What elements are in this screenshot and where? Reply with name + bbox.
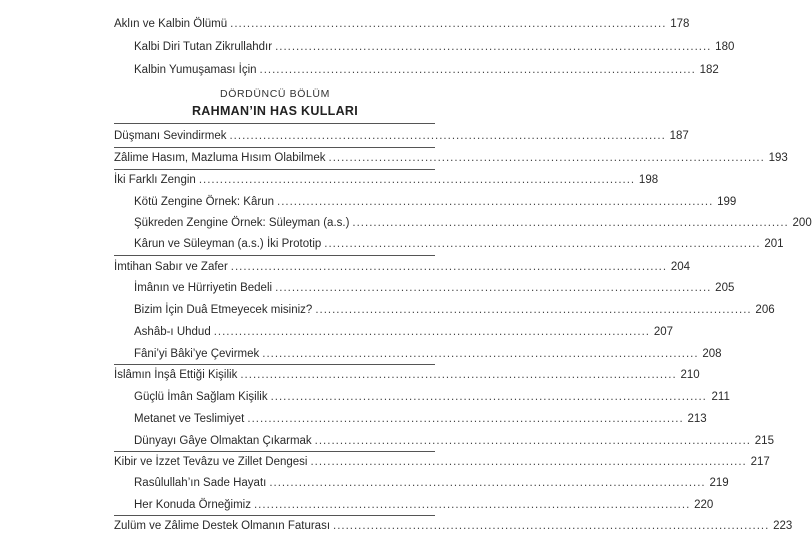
dot-leader: ........................................................................................................ (277, 196, 714, 208)
toc-entry (0, 15, 690, 33)
dot-leader: ........................................................................................................ (253, 499, 691, 511)
dot-leader: ........................................................................................................ (230, 261, 668, 273)
toc-entry (0, 453, 770, 471)
section-divider (114, 123, 435, 124)
toc-entry (0, 474, 729, 492)
entry-divider (114, 515, 435, 516)
toc-entry-page: 219 (709, 477, 729, 489)
toc-entry-page: 199 (717, 196, 737, 208)
dot-leader: ........................................................................................................ (352, 217, 789, 229)
dot-leader: ........................................................................................................ (275, 282, 712, 294)
toc-entry (0, 171, 659, 189)
toc-entry (0, 301, 775, 319)
dot-leader: ........................................................................................................ (230, 18, 667, 30)
toc-entry (0, 279, 735, 297)
dot-leader: ........................................................................................................ (275, 41, 712, 53)
toc-entry-page: 204 (670, 261, 691, 273)
toc-entry-page: 182 (699, 64, 719, 76)
toc-entry (0, 127, 689, 145)
dot-leader: ........................................................................................................ (240, 369, 677, 381)
toc-entry-page: 210 (680, 369, 700, 381)
toc-entry (0, 388, 730, 406)
toc-entry-page: 220 (694, 499, 714, 511)
toc-entry-page: 193 (768, 152, 788, 164)
toc-entry-title: Kalbi Diri Tutan Zikrullahdır (134, 41, 273, 53)
toc-entry (0, 214, 812, 232)
toc-entry (0, 345, 722, 363)
toc-entry-page: 213 (687, 413, 707, 425)
toc-entry-page: 223 (773, 520, 793, 532)
toc-entry-title: İslâmın İnşâ Ettiği Kişilik (114, 369, 238, 381)
toc-entry-title: Bizim İçin Duâ Etmeyecek misiniz? (134, 304, 313, 316)
toc-entry-title: Aklın ve Kalbin Ölümü (114, 18, 228, 30)
toc-entry-page: 180 (715, 41, 735, 53)
toc-entry-title: Kötü Zengine Örnek: Kârun (134, 196, 274, 208)
toc-entry-title: Dünyayı Gâye Olmaktan Çıkarmak (134, 435, 312, 447)
toc-entry-page: 198 (638, 174, 659, 186)
toc-entry-page: 206 (755, 304, 775, 316)
toc-entry-title: Metanet ve Teslimiyet (134, 413, 245, 425)
toc-entry-page: 205 (715, 282, 735, 294)
toc-entry-title: İki Farklı Zengin (114, 174, 196, 186)
toc-entry-title: Rasûlullah’ın Sade Hayatı (134, 477, 267, 489)
toc-entry (0, 366, 700, 384)
toc-entry-page: 200 (792, 217, 812, 229)
toc-entry (0, 517, 793, 535)
dot-leader: ........................................................................................................ (229, 130, 666, 142)
toc-entry (0, 61, 719, 79)
toc-entry (0, 410, 707, 428)
toc-entry (0, 235, 784, 253)
toc-entry-title: Zâlime Hasım, Mazluma Hısım Olabilmek (114, 152, 326, 164)
toc-entry-title: İmtihan Sabır ve Zafer (114, 261, 228, 273)
dot-leader: ........................................................................................................ (270, 391, 707, 403)
toc-entry (0, 432, 774, 450)
dot-leader: ........................................................................................................ (198, 174, 636, 186)
toc-entry (0, 149, 788, 167)
toc-entry-title: Ashâb-ı Uhdud (134, 326, 211, 338)
dot-leader: ........................................................................................................ (259, 64, 696, 76)
toc-entry-page: 187 (669, 130, 689, 142)
toc-entry-title: Kibir ve İzzet Tevâzu ve Zillet Dengesi (114, 456, 308, 468)
toc-entry-page: 215 (754, 435, 774, 447)
toc-entry (0, 38, 735, 56)
dot-leader: ........................................................................................................ (262, 348, 699, 360)
toc-entry-title: Her Konuda Örneğimiz (134, 499, 251, 511)
toc-entry-page: 207 (653, 326, 674, 338)
toc-entry-title: Zulüm ve Zâlime Destek Olmanın Faturası (114, 520, 331, 532)
dot-leader: ........................................................................................................ (315, 304, 752, 316)
toc-entry-title: Kârun ve Süleyman (a.s.) İki Prototip (134, 238, 322, 250)
toc-entry-title: Fâni’yi Bâki’ye Çevirmek (134, 348, 260, 360)
toc-entry (0, 258, 691, 276)
dot-leader: ........................................................................................................ (310, 456, 747, 468)
dot-leader: ........................................................................................................ (213, 326, 651, 338)
section-title: RAHMAN’IN HAS KULLARI (191, 104, 358, 118)
toc-entry-title: Şükreden Zengine Örnek: Süleyman (a.s.) (134, 217, 350, 229)
entry-divider (114, 255, 435, 256)
toc-entry-page: 217 (750, 456, 770, 468)
dot-leader: ........................................................................................................ (314, 435, 751, 447)
toc-entry (0, 323, 674, 341)
toc-entry-title: Güçlü İmân Sağlam Kişilik (134, 391, 268, 403)
toc-entry-page: 211 (711, 391, 730, 403)
entry-divider (114, 364, 435, 365)
toc-entry-title: Kalbin Yumuşaması İçin (134, 64, 257, 76)
toc-entry-page: 201 (764, 238, 784, 250)
section-label: DÖRDÜNCÜ BÖLÜM (220, 88, 330, 100)
toc-entry-page: 178 (670, 18, 690, 30)
entry-divider (114, 147, 435, 148)
toc-entry-page: 208 (702, 348, 722, 360)
dot-leader: ........................................................................................................ (333, 520, 770, 532)
dot-leader: ........................................................................................................ (247, 413, 684, 425)
dot-leader: ........................................................................................................ (324, 238, 761, 250)
dot-leader: ........................................................................................................ (328, 152, 765, 164)
entry-divider (114, 169, 435, 170)
toc-entry-title: İmânın ve Hürriyetin Bedeli (134, 282, 273, 294)
toc-entry-title: Düşmanı Sevindirmek (114, 130, 227, 142)
toc-entry (0, 496, 714, 514)
entry-divider (114, 451, 435, 452)
toc-entry (0, 193, 737, 211)
dot-leader: ........................................................................................................ (269, 477, 706, 489)
